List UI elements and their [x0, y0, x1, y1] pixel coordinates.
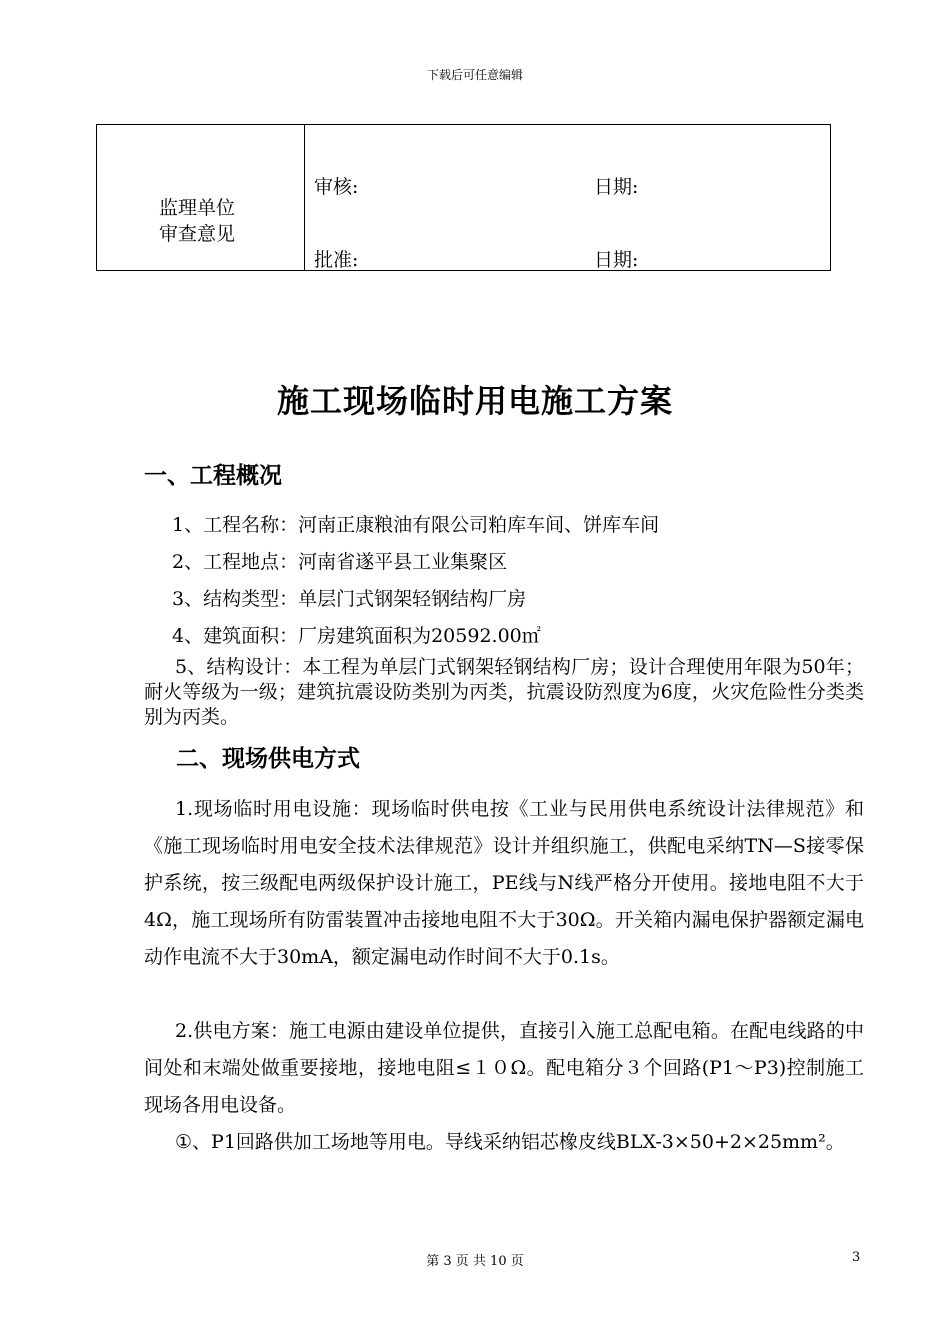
section2-para-1: 1.现场临时用电设施：现场临时供电按《工业与民用供电系统设计法律规范》和《施工现场临时用电安全技术法律规范》设计并组织施工，供配电采纳TN—S接零保护系统，按三级配电两级保护设计施工，PE线与N线严格分开使用。接地电阻不大于4Ω，施工现场所有防雷装置冲击接地电阻不大于30Ω。开关箱内漏电保护器额定漏电动作电流不大于30mA，额定漏电动作时间不大于0.1s。	[144, 798, 864, 968]
page-number: 3	[852, 1250, 861, 1265]
review-left-label-line2: 审查意见	[158, 223, 235, 245]
section2-heading: 二、现场供电方式	[176, 746, 360, 772]
approve-date-label: 日期:	[594, 249, 639, 271]
review-label: 审核:	[314, 176, 359, 198]
document-title: 施工现场临时用电施工方案	[276, 382, 673, 420]
header-note: 下载后可任意编辑	[426, 68, 523, 82]
review-left-label-line1: 监理单位	[158, 197, 235, 219]
approve-label: 批准:	[314, 249, 359, 271]
review-left-cell	[97, 125, 305, 270]
section2-para-3: ①、P1回路供加工场地等用电。导线采纳铝芯橡皮线BLX-3×50+2×25mm²。	[175, 1131, 845, 1153]
page-info: 第 3 页 共 10 页	[426, 1254, 524, 1269]
section1-item-2: 2、工程地点：河南省遂平县工业集聚区	[172, 551, 508, 573]
review-left-label	[97, 195, 297, 247]
section1-item-1: 1、工程名称：河南正康粮油有限公司粕库车间、饼库车间	[172, 514, 660, 536]
review-date-label: 日期:	[594, 176, 639, 198]
section2-para-2: 2.供电方案：施工电源由建设单位提供，直接引入施工总配电箱。在配电线路的中间处和末端处做重要接地，接地电阻≤１０Ω。配电箱分３个回路(P1～P3)控制施工现场各用电设备。	[144, 1020, 864, 1116]
section1-item-5: 5、结构设计：本工程为单层门式钢架轻钢结构厂房；设计合理使用年限为50年；耐火等级为一级；建筑抗震设防类别为丙类，抗震设防烈度为6度，火灾危险性分类类别为丙类。	[144, 656, 864, 728]
section1-heading: 一、工程概况	[144, 463, 282, 489]
section1-item-4: 4、建筑面积：厂房建筑面积为20592.00㎡	[172, 625, 541, 647]
review-table	[96, 124, 831, 271]
section1-item-3: 3、结构类型：单层门式钢架轻钢结构厂房	[172, 588, 527, 610]
